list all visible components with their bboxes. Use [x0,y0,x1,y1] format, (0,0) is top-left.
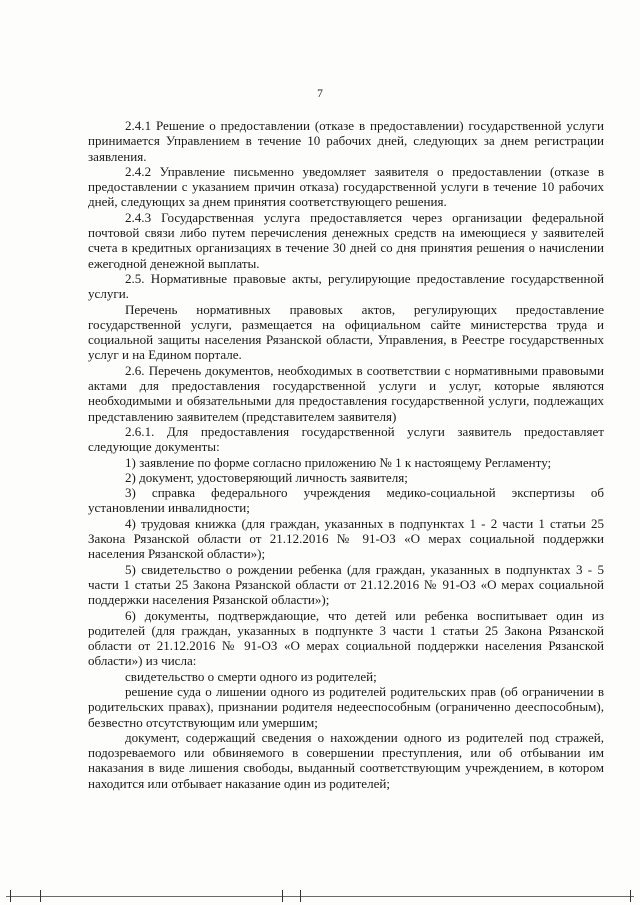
paragraph-2-6-1: 2.6.1. Для предоставления государственной услуги заявитель предоставляет следующие документы: [88,423,604,455]
paragraph-2-4-2: 2.4.2 Управление письменно уведомляет заявителя о предоставлении (отказе в предоставлении с указанием причин отказа) государственной услуги в течение 10 рабочих дней, следующих за днем принятия соответствующего решения. [88,163,604,210]
sub-item-death-certificate: свидетельство о смерти одного из родителей; [125,668,377,684]
sub-item-court-decision: решение суда о лишении одного из родителей родительских прав (об ограничении в родительских правах), признании родителя недееспособным (ограниченно дееспособным), безвестно отсутствующим или умершим; [88,683,604,730]
list-item-4: 4) трудовая книжка (для граждан, указанных в подпунктах 1 - 2 части 1 статьи 25 Закона Рязанской области от 21.12.2016 № 91-ОЗ «О мерах социальной поддержки населения Рязанской области»); [88,515,604,562]
paragraph-2-4-3: 2.4.3 Государственная услуга предоставляется через организации федеральной почтовой связи либо путем перечисления денежных средств на имеющиеся у заявителей счета в кредитных организациях в течение 30 дней со дня принятия решения о начислении ежегодной денежной выплаты. [88,209,604,271]
scan-edge-tick [40,890,41,902]
scan-edge-tick [630,890,631,902]
list-item-3: 3) справка федерального учреждения медико-социальной экспертизы об установлении инвалидности; [88,485,604,516]
scan-edge-tick [300,890,301,902]
scan-edge-line [6,896,634,897]
document-body [88,118,604,791]
sub-item-detention-document: документ, содержащий сведения о нахождении одного из родителей под стражей, подозреваемого или обвиняемого в совершении преступления, или об отбывании им наказания в виде лишения свободы, выданный соответствующим учреждением, в котором находится или отбывает наказание один из родителей; [88,729,604,791]
list-item-5: 5) свидетельство о рождении ребенка (для граждан, указанных в подпунктах 3 - 5 части 1 статьи 25 Закона Рязанской области от 21.12.2016 № 91-ОЗ «О мерах социальной поддержки населения Рязанской области»); [88,561,604,608]
list-item-1: 1) заявление по форме согласно приложению № 1 к настоящему Регламенту; [125,454,552,470]
scan-edge-tick [10,890,11,902]
page-number: 7 [317,88,323,100]
paragraph-2-6: 2.6. Перечень документов, необходимых в соответствии с нормативными правовыми актами для предоставления государственной услуги и услуг, которые являются необходимыми и обязательными для предоставления государственной услуги, подлежащих представлению заявителем (представителем заявителя) [88,362,604,424]
paragraph-2-5: 2.5. Нормативные правовые акты, регулирующие предоставление государственной услуги. [88,270,604,302]
paragraph-2-4-1: 2.4.1 Решение о предоставлении (отказе в предоставлении) государственной услуги принимается Управлением в течение 10 рабочих дней, следующих за днем регистрации заявления. [88,118,604,164]
list-item-2: 2) документ, удостоверяющий личность заявителя; [125,469,408,485]
scan-bottom-edge [0,888,640,905]
list-item-6: 6) документы, подтверждающие, что детей или ребенка воспитывает один из родителей (для граждан, указанных в подпункте 3 части 1 статьи 25 Закона Рязанской области от 21.12.2016 № 91-ОЗ «О мерах социальной поддержки населения Рязанской области») из числа: [88,607,604,669]
scan-edge-tick [282,890,283,902]
paragraph-normative-acts-list: Перечень нормативных правовых актов, регулирующих предоставление государственной услуги, размещается на официальном сайте министерства труда и социальной защиты населения Рязанской области, Управления, в Реестре государственных услуг и на Едином портале. [88,301,604,363]
